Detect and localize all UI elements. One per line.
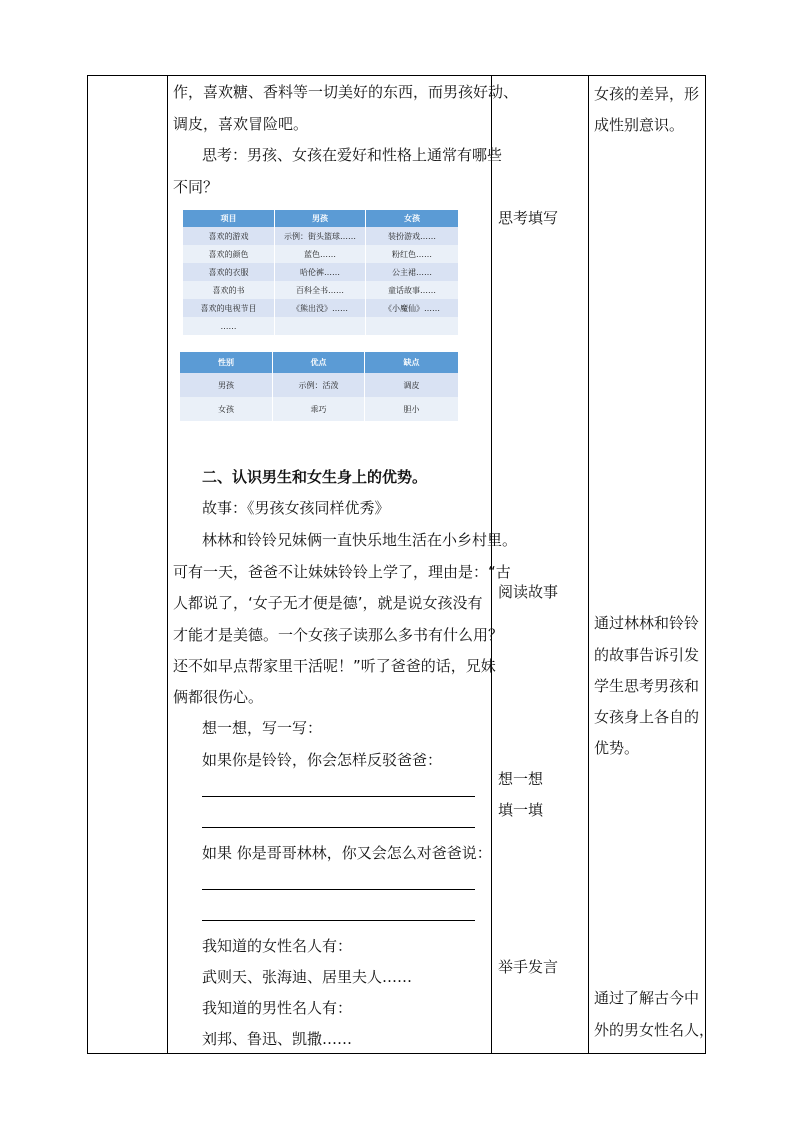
question-1: 如果你是铃铃，你会怎样反驳爸爸： [202, 751, 443, 769]
table-cell: 示例：街头篮球…… [275, 227, 366, 245]
table-cell [366, 317, 458, 335]
table-header: 女孩 [366, 210, 458, 227]
table-cell: 蓝色…… [275, 245, 366, 263]
student-activity: 填一填 [498, 801, 544, 819]
design-intent-line: 通过林林和铃铃 [594, 614, 700, 632]
table-cell: 喜欢的书 [183, 281, 275, 299]
think-question-line: 思考：男孩、女孩在爱好和性格上通常有哪些 [202, 146, 503, 164]
table-row [183, 317, 458, 335]
section-title: 二、认识男生和女生身上的优势。 [202, 468, 428, 486]
student-activity: 阅读故事 [498, 583, 559, 601]
column-divider-3 [588, 75, 589, 1054]
table-header: 优点 [273, 352, 365, 373]
table-cell: 调皮 [365, 373, 458, 397]
story-line: 林林和铃铃兄妹俩一直快乐地生活在小乡村里。 [202, 531, 518, 549]
think-question-line: 不同？ [173, 178, 219, 196]
table-cell [275, 317, 366, 335]
traits-comparison-table [180, 352, 458, 421]
table-header: 缺点 [365, 352, 458, 373]
famous-men-list: 刘邦、鲁迅、凯撒…… [202, 1030, 353, 1048]
table-cell: 《小魔仙》…… [366, 299, 458, 317]
story-line: 可有一天，爸爸不让妹妹铃铃上学了，理由是：“古 [173, 563, 511, 581]
student-activity: 举手发言 [498, 958, 559, 976]
design-intent-line: 优势。 [594, 739, 640, 757]
content-paragraph-line: 作，喜欢糖、香料等一切美好的东西，而男孩好动、 [173, 83, 519, 101]
famous-women-list: 武则天、张海迪、居里夫人…… [202, 968, 413, 986]
column-divider-1 [167, 75, 168, 1054]
design-intent-line: 外的男女性名人， [594, 1021, 715, 1039]
answer-line [202, 827, 475, 828]
table-cell: 装扮游戏…… [366, 227, 458, 245]
table-row [183, 299, 458, 317]
table-cell: 示例：活泼 [273, 373, 365, 397]
table-header: 项目 [183, 210, 275, 227]
table-row [180, 373, 458, 397]
answer-line [202, 796, 475, 797]
table-cell: 喜欢的衣服 [183, 263, 275, 281]
content-paragraph-line: 调皮，喜欢冒险吧。 [173, 115, 309, 133]
table-cell: 胆小 [365, 397, 458, 421]
table-cell: 喜欢的游戏 [183, 227, 275, 245]
hobbies-comparison-table [183, 210, 458, 335]
design-intent-line: 通过了解古今中 [594, 989, 700, 1007]
table-cell: 乖巧 [273, 397, 365, 421]
answer-line [202, 920, 475, 921]
activity-prompt: 想一想，写一写： [202, 719, 323, 737]
story-title: 故事：《男孩女孩同样优秀》 [202, 499, 390, 517]
table-row [183, 263, 458, 281]
table-cell: 百科全书…… [275, 281, 366, 299]
design-intent-line: 女孩身上各自的 [594, 708, 700, 726]
design-intent-line: 的故事告诉引发 [594, 646, 700, 664]
design-intent-line: 成性别意识。 [594, 116, 685, 134]
design-intent-line: 学生思考男孩和 [594, 677, 700, 695]
table-row [183, 245, 458, 263]
table-cell: 公主裙…… [366, 263, 458, 281]
design-intent-line: 女孩的差异，形 [594, 85, 700, 103]
table-cell: …… [183, 317, 275, 335]
table-header: 男孩 [275, 210, 366, 227]
answer-line [202, 889, 475, 890]
table-cell: 童话故事…… [366, 281, 458, 299]
table-cell: 女孩 [180, 397, 273, 421]
table-cell: 哈伦裤…… [275, 263, 366, 281]
student-activity: 思考填写 [498, 209, 559, 227]
table-cell: 男孩 [180, 373, 273, 397]
famous-women-label: 我知道的女性名人有： [202, 937, 353, 955]
student-activity: 想一想 [498, 770, 544, 788]
story-line: 人都说了，‘女子无才便是德’，就是说女孩没有 [173, 594, 483, 612]
question-2: 如果 你是哥哥林林，你又会怎么对爸爸说： [202, 844, 492, 862]
table-row [180, 397, 458, 421]
table-header: 性别 [180, 352, 273, 373]
table-cell: 粉红色…… [366, 245, 458, 263]
table-row [183, 227, 458, 245]
table-cell: 喜欢的电视节目 [183, 299, 275, 317]
story-line: 俩都很伤心。 [173, 688, 264, 706]
table-cell: 喜欢的颜色 [183, 245, 275, 263]
story-line: 还不如早点帮家里干活呢！”听了爸爸的话，兄妹 [173, 657, 496, 675]
famous-men-label: 我知道的男性名人有： [202, 999, 353, 1017]
table-cell: 《熊出没》…… [275, 299, 366, 317]
story-line: 才能才是美德。一个女孩子读那么多书有什么用？ [173, 626, 504, 644]
table-row [183, 281, 458, 299]
